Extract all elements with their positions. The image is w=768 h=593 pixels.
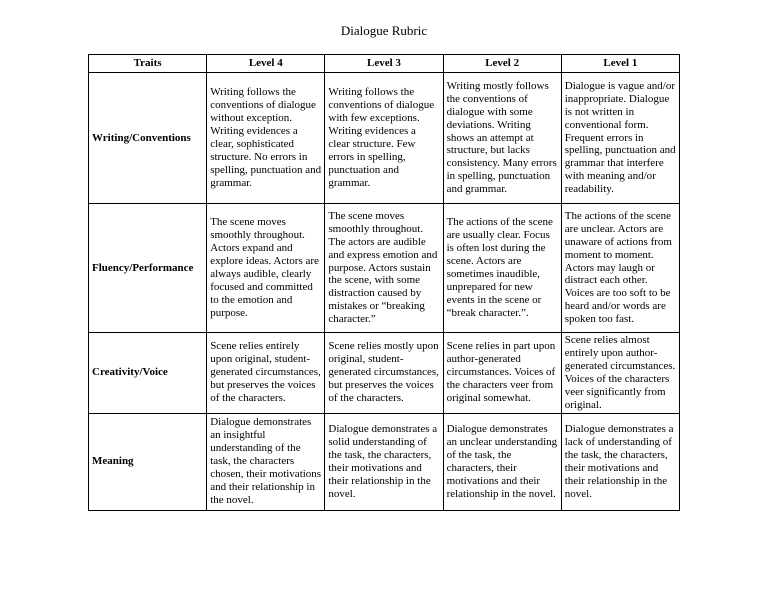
level-cell: Dialogue demonstrates an unclear understanding of the task, the characters, their motivations and their relationship in the novel. bbox=[443, 413, 561, 510]
table-row-creativity-voice bbox=[89, 333, 680, 414]
table-row-meaning bbox=[89, 413, 680, 510]
level-cell: Scene relies almost entirely upon author-generated circumstances. Voices of the characters veer significantly from original. bbox=[561, 333, 679, 414]
level-cell: Writing mostly follows the conventions of dialogue with some deviations. Writing shows an attempt at structure, but lacks consistency. Many errors in spelling, punctuation and grammar. bbox=[443, 73, 561, 204]
column-header-level4: Level 4 bbox=[207, 55, 325, 73]
level-cell: Writing follows the conventions of dialogue with few exceptions. Writing evidences a clear structure. Few errors in spelling, punctuation and grammar. bbox=[325, 73, 443, 204]
trait-cell: Meaning bbox=[89, 413, 207, 510]
column-header-level1: Level 1 bbox=[561, 55, 679, 73]
trait-cell: Writing/Conventions bbox=[89, 73, 207, 204]
level-cell: Writing follows the conventions of dialogue without exception. Writing evidences a clear, sophisticated structure. No errors in spelling, punctuation and grammar. bbox=[207, 73, 325, 204]
rubric-table bbox=[88, 54, 680, 511]
column-header-level3: Level 3 bbox=[325, 55, 443, 73]
table-row-fluency-performance bbox=[89, 204, 680, 333]
level-cell: Scene relies mostly upon original, student-generated circumstances, but preserves the voices of the characters. bbox=[325, 333, 443, 414]
table-row-writing-conventions bbox=[89, 73, 680, 204]
level-cell: Scene relies in part upon author-generated circumstances. Voices of the characters veer from original somewhat. bbox=[443, 333, 561, 414]
level-cell: Scene relies entirely upon original, student-generated circumstances, but preserves the voices of the characters. bbox=[207, 333, 325, 414]
trait-cell: Creativity/Voice bbox=[89, 333, 207, 414]
level-cell: The actions of the scene are unclear. Actors are unaware of actions from moment to moment. Actors may laugh or distract each other. Voices are too soft to be heard and/or words are spoken too fast. bbox=[561, 204, 679, 333]
page-title: Dialogue Rubric bbox=[340, 23, 428, 38]
column-header-traits: Traits bbox=[89, 55, 207, 73]
level-cell: The actions of the scene are usually clear. Focus is often lost during the scene. Actors are sometimes inaudible, unprepared for new events in the scene or “break character.”. bbox=[443, 204, 561, 333]
level-cell: The scene moves smoothly throughout. The actors are audible and express emotion and purpose. Actors sustain the scene, with some distraction caused by mistakes or “breaking character.” bbox=[325, 204, 443, 333]
level-cell: Dialogue demonstrates a lack of understanding of the task, the characters, their motivations and their relationship in the novel. bbox=[561, 413, 679, 510]
trait-cell: Fluency/Performance bbox=[89, 204, 207, 333]
header-row bbox=[89, 55, 680, 73]
level-cell: Dialogue demonstrates an insightful understanding of the task, the characters chosen, their motivations and their relationship in the novel. bbox=[207, 413, 325, 510]
level-cell: Dialogue is vague and/or inappropriate. Dialogue is not written in conventional form. Frequent errors in spelling, punctuation and grammar that interfere with meaning and/or readability. bbox=[561, 73, 679, 204]
level-cell: Dialogue demonstrates a solid understanding of the task, the characters, their motivations and their relationship in the novel. bbox=[325, 413, 443, 510]
level-cell: The scene moves smoothly throughout. Actors expand and explore ideas. Actors are always audible, clearly focused and committed to the emotion and purpose. bbox=[207, 204, 325, 333]
column-header-level2: Level 2 bbox=[443, 55, 561, 73]
